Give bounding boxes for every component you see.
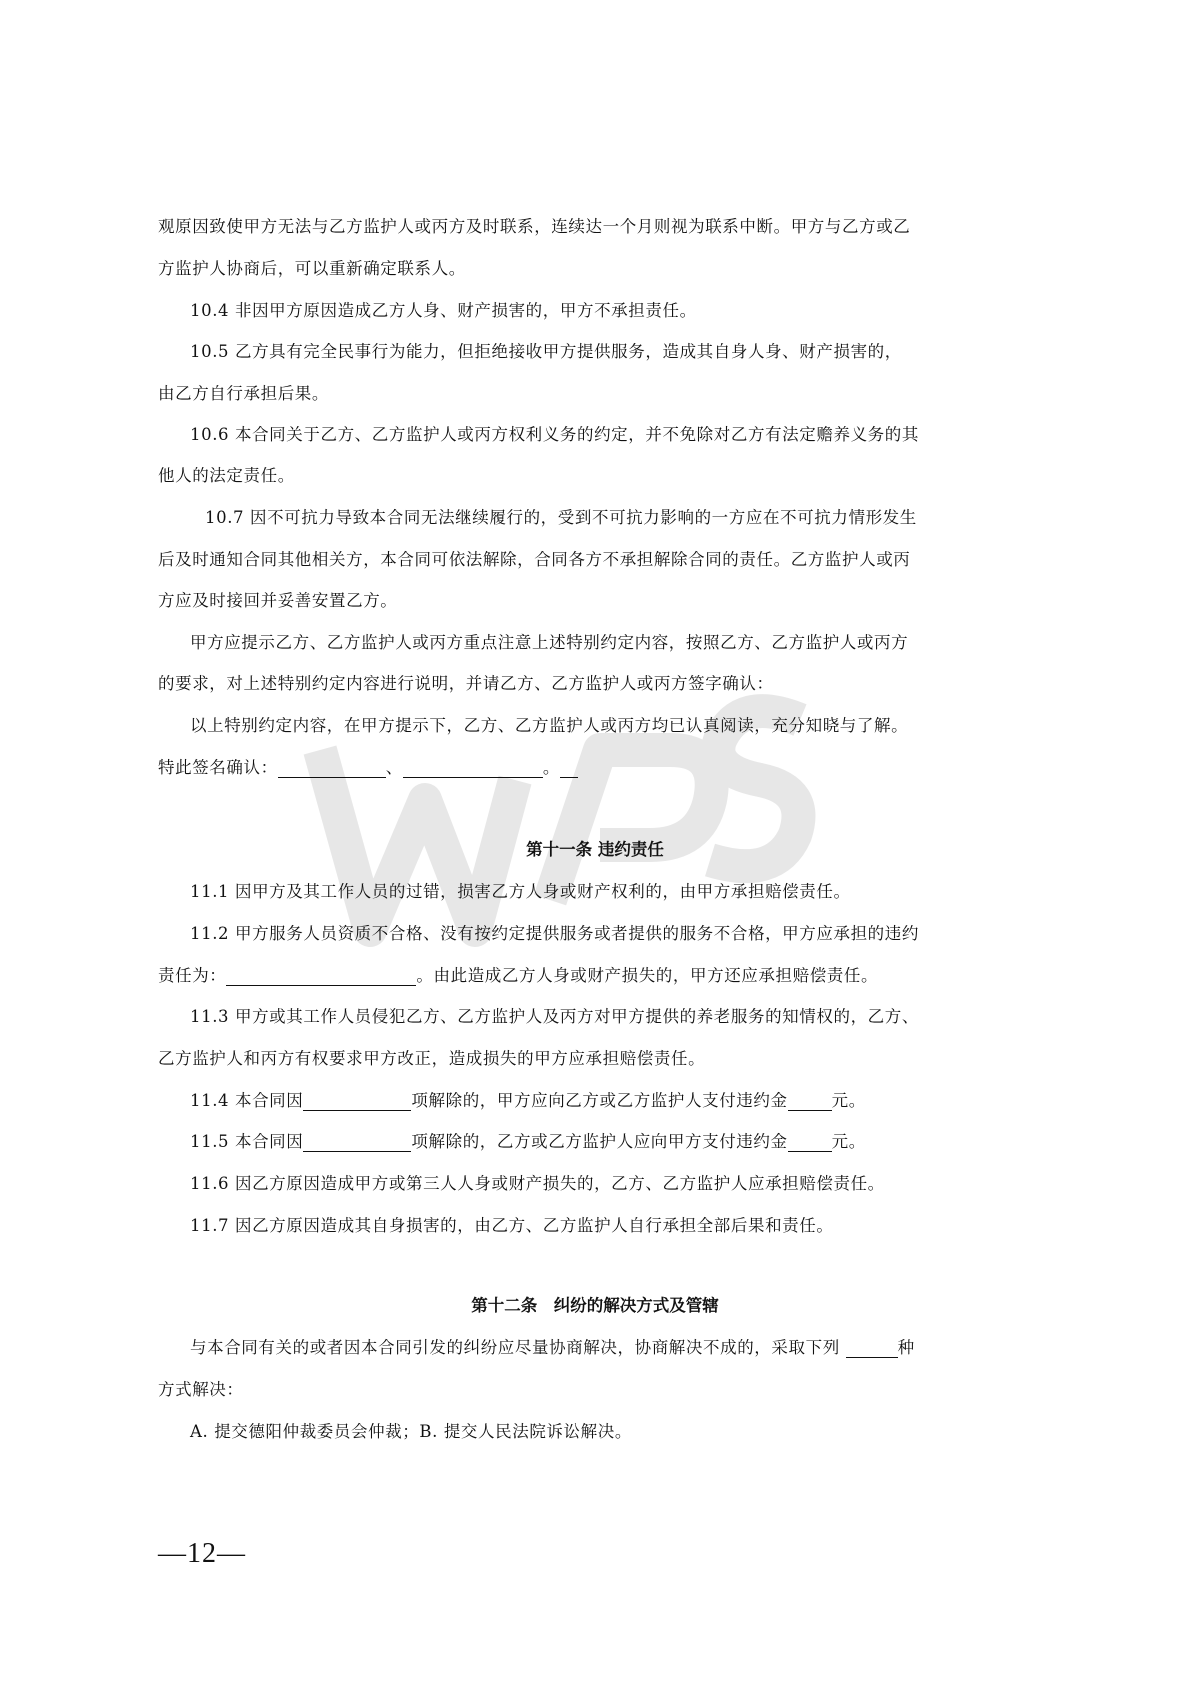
page-number: —12— <box>158 1538 246 1569</box>
body-line: 后及时通知合同其他相关方，本合同可依法解除，合同各方不承担解除合同的责任。乙方监护人或丙 <box>158 550 911 569</box>
amount-blank[interactable] <box>788 1092 832 1111</box>
signature-blank-2[interactable] <box>403 759 543 778</box>
clause-11-3: 11.3 甲方或其工作人员侵犯乙方、乙方监护人及丙方对甲方提供的养老服务的知情权的，乙方、 <box>190 1007 919 1026</box>
clause-11-1: 11.1 因甲方及其工作人员的过错，损害乙方人身或财产权利的，由甲方承担赔偿责任。 <box>190 882 851 901</box>
resolution-options: A. 提交德阳仲裁委员会仲裁；B. 提交人民法院诉讼解决。 <box>190 1422 632 1441</box>
body-line: 方监护人协商后，可以重新确定联系人。 <box>158 259 466 278</box>
penalty-blank[interactable] <box>226 967 416 986</box>
clause-11-4: 11.4 本合同因 项解除的，甲方应向乙方或乙方监护人支付违约金 元。 <box>190 1091 866 1110</box>
body-line: 方式解决： <box>158 1380 244 1399</box>
body-line: 他人的法定责任。 <box>158 466 295 485</box>
clause-blank[interactable] <box>303 1092 411 1111</box>
amount-blank[interactable] <box>788 1133 832 1152</box>
signature-blank-3[interactable] <box>560 759 578 778</box>
clause-11-5: 11.5 本合同因 项解除的，乙方或乙方监护人应向甲方支付违约金 元。 <box>190 1132 866 1151</box>
clause-10-7: 10.7 因不可抗力导致本合同无法继续履行的，受到不可抗力影响的一方应在不可抗力情形发生 <box>205 508 917 527</box>
clause-10-4: 10.4 非因甲方原因造成乙方人身、财产损害的，甲方不承担责任。 <box>190 301 697 320</box>
acknowledgement-paragraph: 以上特别约定内容，在甲方提示下，乙方、乙方监护人或丙方均已认真阅读，充分知晓与了解。 <box>190 716 909 735</box>
wps-watermark-logo <box>300 600 820 960</box>
clause-11-2: 11.2 甲方服务人员资质不合格、没有按约定提供服务或者提供的服务不合格，甲方应承担的违约 <box>190 924 919 943</box>
body-line: 观原因致使甲方无法与乙方监护人或丙方及时联系，连续达一个月则视为联系中断。甲方与乙方或乙 <box>158 217 911 236</box>
signature-label: 特此签名确认： <box>158 758 278 777</box>
article-11-heading: 第十一条 违约责任 <box>526 840 664 859</box>
body-line: 由乙方自行承担后果。 <box>158 384 329 403</box>
choice-blank[interactable] <box>846 1339 898 1358</box>
signature-line: 特此签名确认： 、 。 <box>158 754 578 778</box>
clause-11-3-cont: 乙方监护人和丙方有权要求甲方改正，造成损失的甲方应承担赔偿责任。 <box>158 1049 706 1068</box>
body-line: 的要求，对上述特别约定内容进行说明，并请乙方、乙方监护人或丙方签字确认： <box>158 674 774 693</box>
clause-11-2-cont: 责任为： 。由此造成乙方人身或财产损失的，甲方还应承担赔偿责任。 <box>158 966 879 985</box>
article-12-paragraph: 与本合同有关的或者因本合同引发的纠纷应尽量协商解决，协商解决不成的，采取下列 种 <box>190 1338 915 1357</box>
body-line: 方应及时接回并妥善安置乙方。 <box>158 591 398 610</box>
article-12-heading: 第十二条 纠纷的解决方式及管辖 <box>471 1296 719 1315</box>
clause-11-6: 11.6 因乙方原因造成甲方或第三人人身或财产损失的，乙方、乙方监护人应承担赔偿责任。 <box>190 1174 885 1193</box>
clause-blank[interactable] <box>303 1133 411 1152</box>
clause-11-7: 11.7 因乙方原因造成其自身损害的，由乙方、乙方监护人自行承担全部后果和责任。 <box>190 1216 834 1235</box>
clause-10-5: 10.5 乙方具有完全民事行为能力，但拒绝接收甲方提供服务，造成其自身人身、财产损害的， <box>190 342 902 361</box>
clause-10-6: 10.6 本合同关于乙方、乙方监护人或丙方权利义务的约定，并不免除对乙方有法定赡养义务的其 <box>190 425 919 444</box>
signature-blank-1[interactable] <box>278 759 386 778</box>
notice-paragraph: 甲方应提示乙方、乙方监护人或丙方重点注意上述特别约定内容，按照乙方、乙方监护人或丙方 <box>190 633 909 652</box>
